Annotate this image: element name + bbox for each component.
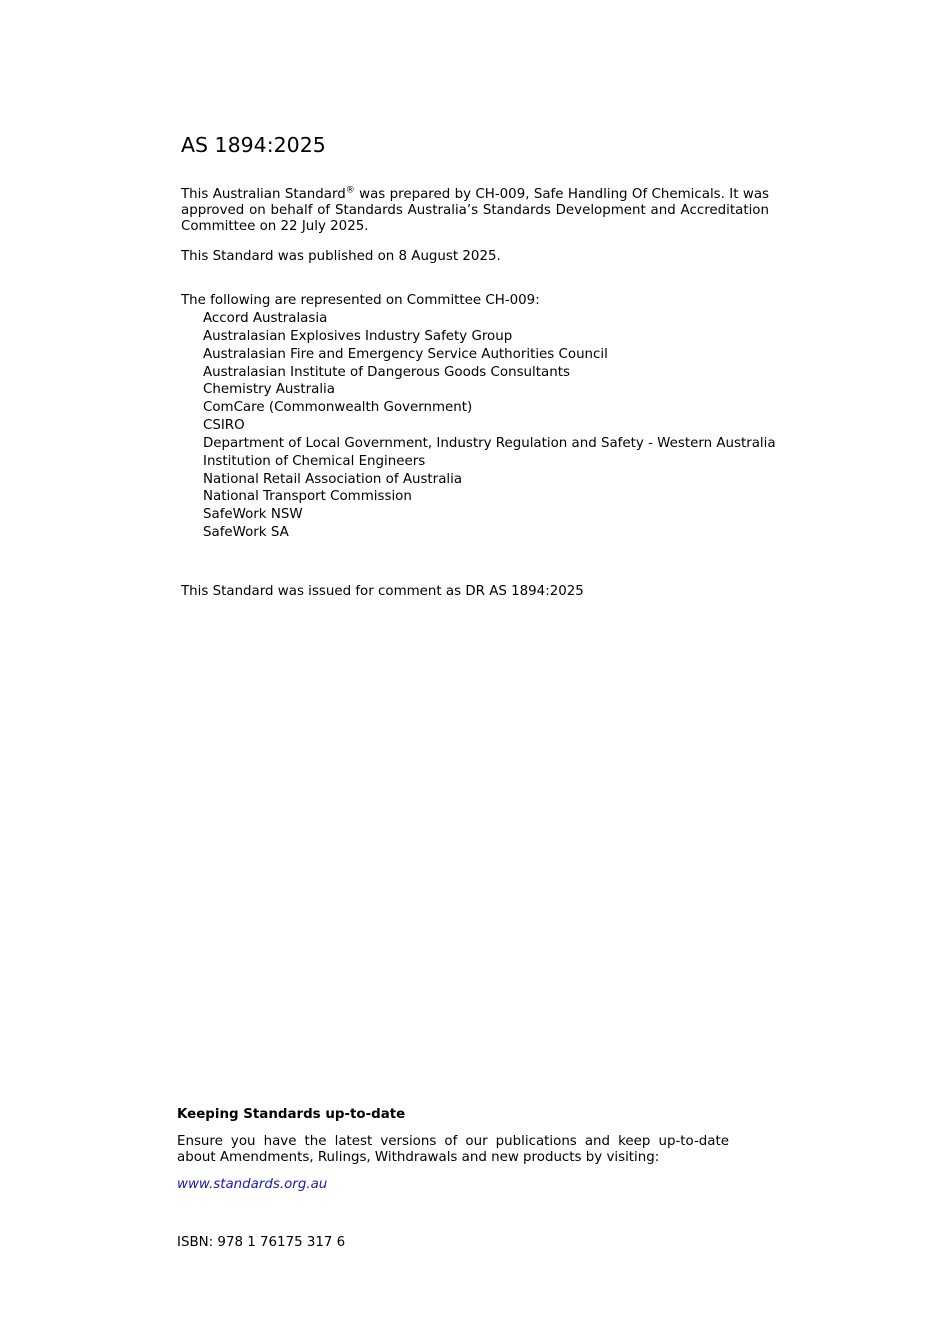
committee-member: SafeWork SA (203, 525, 289, 541)
standards-website-link[interactable]: www.standards.org.au (177, 1177, 328, 1192)
committee-intro: The following are represented on Committee CH-009: (181, 293, 540, 308)
committee-member: Department of Local Government, Industry Regulation and Safety - Western Australia (203, 435, 776, 451)
committee-member: Accord Australasia (203, 311, 328, 326)
committee-member: National Retail Association of Australia (203, 471, 463, 487)
preparation-text-start: This Australian Standard (181, 187, 346, 202)
standard-identifier: AS 1894:2025 (181, 133, 326, 157)
committee-member: National Transport Commission (203, 489, 412, 505)
preparation-text-end: was prepared by CH-009, Safe Handling Of Chemicals. It was approved on behalf of Standards Australia’s Standards Development and Accreditation Committee on 22 July 2025. (181, 187, 769, 234)
registered-mark: ® (345, 185, 355, 196)
committee-member: ComCare (Commonwealth Government) (203, 400, 473, 416)
keeping-standards-heading: Keeping Standards up-to-date (177, 1107, 406, 1122)
keeping-standards-body: Ensure you have the latest versions of our publications and keep up-to-date about Amendments, Rulings, Withdrawals and new products by visiting: (177, 1134, 729, 1165)
committee-member: Australasian Explosives Industry Safety Group (203, 328, 513, 344)
committee-member: Australasian Institute of Dangerous Goods Consultants (203, 364, 570, 380)
committee-member: Australasian Fire and Emergency Service Authorities Council (203, 346, 608, 362)
committee-member: Chemistry Australia (203, 382, 335, 398)
preparation-statement (181, 187, 769, 235)
issued-for-comment: This Standard was issued for comment as DR AS 1894:2025 (181, 584, 584, 599)
committee-member: CSIRO (203, 418, 245, 434)
committee-member: SafeWork NSW (203, 507, 303, 523)
publication-date: This Standard was published on 8 August 2025. (181, 249, 501, 264)
committee-member-list (203, 310, 776, 542)
isbn: ISBN: 978 1 76175 317 6 (177, 1235, 346, 1250)
committee-member: Institution of Chemical Engineers (203, 453, 426, 469)
